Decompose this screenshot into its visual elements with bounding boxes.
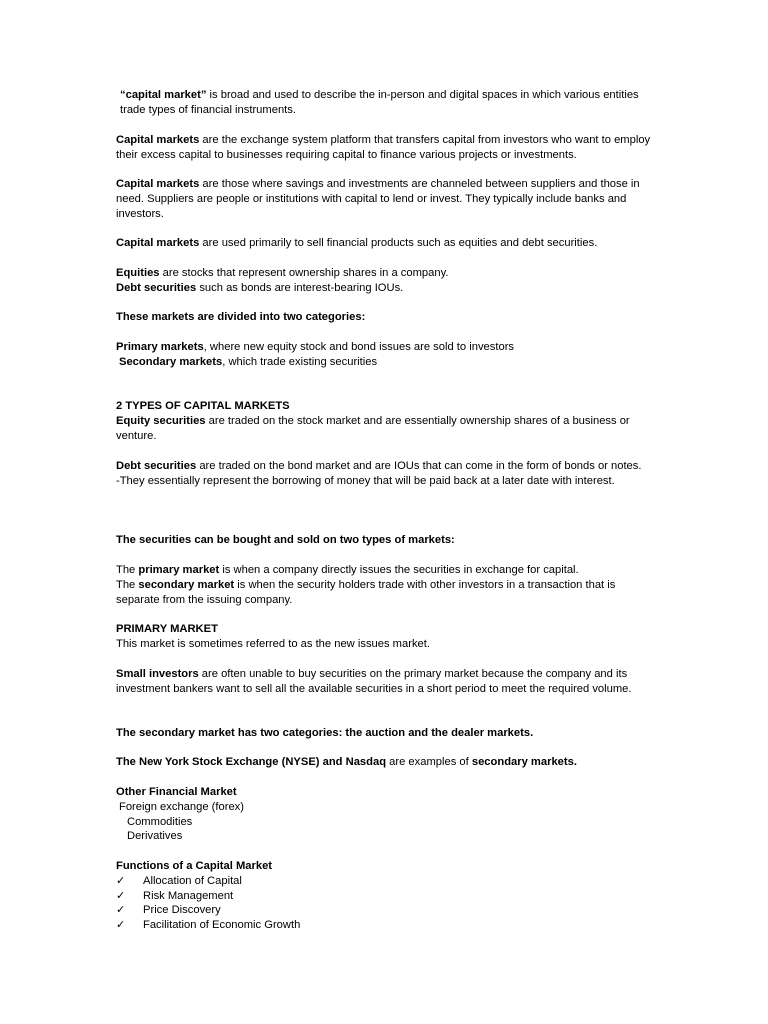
secondary-markets-text: , which trade existing securities (222, 355, 378, 368)
functions-item (116, 918, 656, 933)
debt-text: such as bonds are interest-bearing IOUs. (196, 281, 404, 294)
definition-3-term: Capital markets (116, 237, 200, 249)
definition-2-term: Capital markets (116, 178, 200, 190)
intro-text: is broad and used to describe the in-person and digital spaces in which various entities trade types of financial instruments. (120, 89, 639, 116)
debt-securities-text: are traded on the bond market and are IOUs that can come in the form of bonds or notes. (196, 460, 642, 472)
checkmark-icon: ✓ (116, 873, 126, 887)
types-heading: 2 TYPES OF CAPITAL MARKETS (116, 400, 290, 412)
equity-securities-term: Equity securities (116, 414, 206, 427)
types-section (116, 399, 656, 443)
debt-securities-term: Debt securities (116, 460, 197, 472)
market-definitions: The primary market is when a company directly issues the securities in exchange for capital. The secondary market is when the security holders trade with other investors in a transaction that is separate from the issuing company. (116, 564, 616, 606)
other-heading: Other Financial Market (116, 786, 237, 798)
checkmark-icon: ✓ (116, 888, 126, 902)
functions-item-label: Risk Management (143, 889, 234, 902)
debt-securities-paragraph (116, 459, 656, 489)
functions-item (116, 903, 656, 918)
functions-item-label: Price Discovery (143, 904, 221, 917)
secondary-categories: The secondary market has two categories: the auction and the dealer markets. (116, 727, 534, 739)
functions-heading: Functions of a Capital Market (116, 860, 273, 872)
primary-market-term: primary market (138, 564, 220, 576)
functions-item (116, 889, 656, 904)
definition-1-text: are the exchange system platform that transfers capital from investors who want to employ their excess capital to businesses requiring capital to finance various projects or investments. (116, 134, 651, 161)
definition-3-text: are used primarily to sell financial products such as equities and debt securities. (199, 237, 598, 249)
equity-securities-text: are traded on the stock market and are essentially ownership shares of a business or venture. (116, 414, 630, 442)
equities-text: are stocks that represent ownership shares in a company. (159, 267, 449, 279)
equities-term: Equities (116, 267, 160, 279)
debt-securities-note: -They essentially represent the borrowing of money that will be paid back at a later date with interest. (116, 474, 615, 487)
other-item: Foreign exchange (forex) (119, 800, 244, 813)
nyse-end: secondary markets. (471, 756, 577, 768)
intro-term: “capital market” (120, 89, 207, 101)
secondary-market-term: secondary market (138, 578, 235, 591)
equities-debt-paragraph (116, 266, 656, 296)
debt-term: Debt securities (116, 281, 197, 294)
intro-paragraph (116, 88, 656, 118)
functions-section (116, 859, 656, 933)
functions-item-label: Allocation of Capital (143, 874, 242, 887)
definition-2 (116, 177, 656, 221)
small-investors-term: Small investors (116, 668, 199, 680)
primary-market-description: This market is sometimes referred to as the new issues market. (116, 637, 430, 650)
functions-item-label: Facilitation of Economic Growth (143, 919, 301, 932)
small-investors-text: are often unable to buy securities on the primary market because the company and its investment bankers want to sell all the available securities in a short period to meet the required volume. (116, 668, 632, 695)
other-item: Commodities (127, 815, 193, 828)
other-item: Derivatives (127, 830, 183, 843)
primary-markets-term: Primary markets (116, 341, 204, 353)
secondary-markets-term: Secondary markets (119, 355, 223, 368)
primary-market-text: is when a company directly issues the securities in exchange for capital. (219, 564, 579, 576)
small-investors-paragraph (116, 667, 656, 697)
functions-item (116, 874, 656, 889)
secondary-market-text: is when the security holders trade with other investors in a transaction that is separate from the issuing company. (116, 578, 616, 606)
checkmark-icon: ✓ (116, 918, 126, 932)
definition-1-term: Capital markets (116, 134, 200, 146)
definition-3 (116, 236, 656, 251)
other-financial-market (116, 785, 656, 844)
traded-heading: The securities can be bought and sold on two types of markets: (116, 534, 455, 546)
definition-2-text: are those where savings and investments are channeled between suppliers and those in need. Suppliers are people or institutions with capital to lend or invest. They typically include banks and investors. (116, 178, 640, 220)
nyse-paragraph: The New York Stock Exchange (NYSE) and Nasdaq are examples of secondary markets. (116, 756, 577, 768)
nyse-term: The New York Stock Exchange (NYSE) and Nasdaq (116, 756, 387, 768)
divided-heading: These markets are divided into two categories: (116, 311, 366, 323)
primary-markets-text: , where new equity stock and bond issues are sold to investors (203, 341, 515, 353)
market-categories (116, 340, 656, 370)
primary-market-section (116, 622, 656, 652)
primary-market-heading: PRIMARY MARKET (116, 623, 218, 635)
definition-1 (116, 133, 656, 163)
checkmark-icon: ✓ (116, 903, 126, 917)
